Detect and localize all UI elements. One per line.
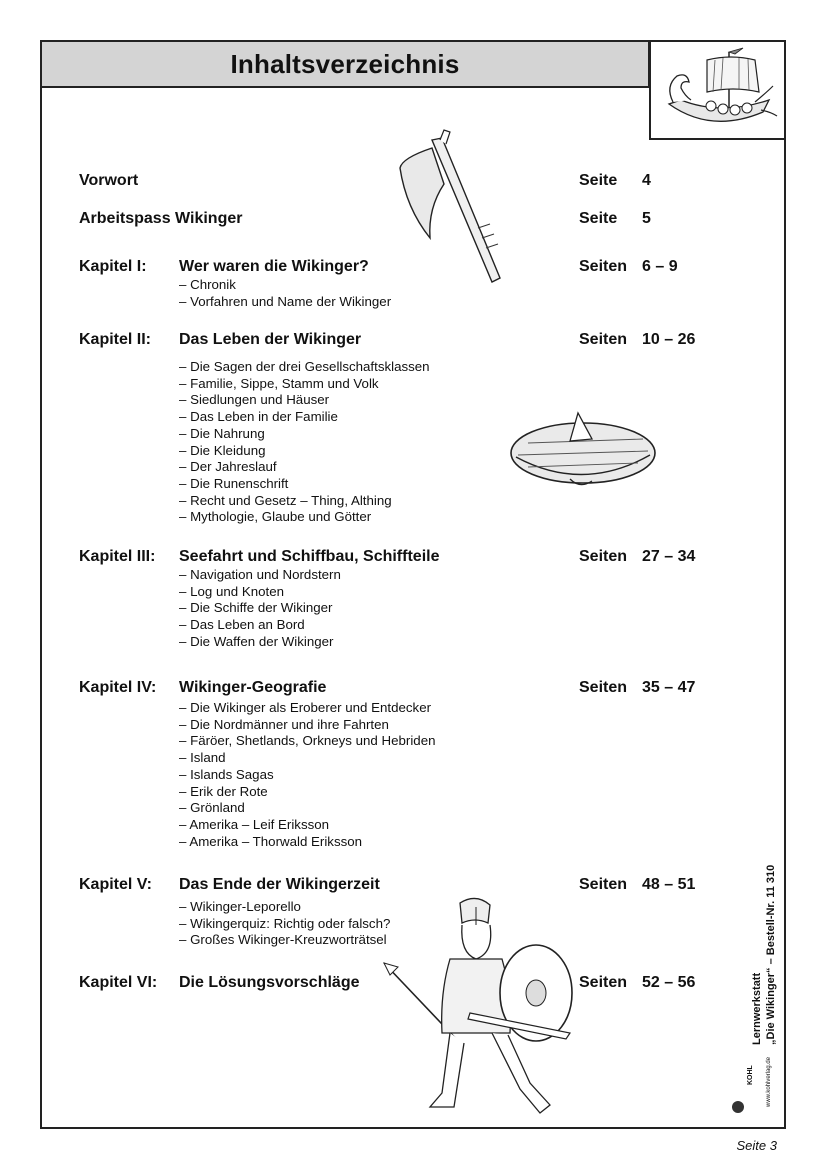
seiten-label: Seiten [579, 548, 628, 565]
list-item: – Färöer, Shetlands, Orkneys und Hebriden [179, 733, 436, 749]
list-item: – Die Schiffe der Wikinger [179, 600, 333, 616]
page-range: 52 – 56 [642, 974, 696, 991]
list-item: – Recht und Gesetz – Thing, Althing [179, 492, 392, 508]
subtopic-list [179, 277, 819, 310]
title-bar [40, 40, 650, 88]
list-item: – Amerika – Thorwald Eriksson [179, 833, 363, 849]
list-item: – Die Wikinger als Eroberer und Entdecker [179, 700, 432, 715]
seiten-label: Seiten [579, 331, 628, 348]
publisher-name: KOHL [747, 1065, 754, 1085]
toc-entry-kapitel-6 [79, 974, 719, 996]
list-item: – Wikinger-Leporello [179, 899, 301, 914]
list-item: – Die Nahrung [179, 425, 265, 441]
list-item: – Siedlungen und Häuser [179, 392, 330, 408]
publisher-url: www.kohlverlag.de [766, 1056, 772, 1107]
chapter-label: Kapitel III: [79, 548, 156, 565]
list-item: – Chronik [179, 277, 236, 292]
list-item: – Großes Wikinger-Kreuzworträtsel [179, 932, 387, 948]
list-item: – Log und Knoten [179, 583, 284, 599]
list-item: – Die Runenschrift [179, 475, 289, 491]
seiten-label: Seiten [579, 876, 628, 893]
page-number: 4 [642, 172, 651, 189]
list-item: – Island [179, 750, 226, 766]
subtopic-list [179, 359, 819, 526]
page-range: 6 – 9 [642, 258, 678, 275]
list-item: – Grönland [179, 800, 245, 816]
page-number-footer: Seite 3 [736, 1138, 777, 1153]
list-item: – Wikingerquiz: Richtig oder falsch? [179, 915, 391, 931]
seite-label: Seite [579, 172, 618, 189]
toc-entry-kapitel-4 [79, 679, 719, 850]
list-item: – Das Leben in der Familie [179, 409, 338, 425]
list-item: – Mythologie, Glaube und Götter [179, 509, 372, 525]
sidebar-series-title: Lernwerkstatt [751, 972, 763, 1045]
chapter-label: Kapitel V: [79, 876, 152, 893]
list-item: – Navigation und Nordstern [179, 567, 341, 582]
seiten-label: Seiten [579, 258, 628, 275]
seiten-label: Seiten [579, 679, 628, 696]
list-item: – Erik der Rote [179, 783, 268, 799]
page-title: Inhaltsverzeichnis [230, 48, 460, 79]
toc-entry-arbeitspass [79, 210, 719, 232]
subtopic-list [179, 567, 819, 651]
subtopic-list [179, 700, 819, 850]
list-item: – Die Nordmänner und ihre Fahrten [179, 716, 389, 732]
list-item: – Die Kleidung [179, 442, 266, 458]
entry-title: Vorwort [79, 172, 139, 189]
entry-title: Arbeitspass Wikinger [79, 210, 243, 227]
chapter-label: Kapitel I: [79, 258, 147, 275]
ship-illustration-box [649, 40, 786, 140]
viking-ship-illustration [651, 42, 784, 138]
page-range: 27 – 34 [642, 548, 696, 565]
chapter-title: Die Lösungsvorschläge [179, 974, 360, 991]
toc-entry-kapitel-2 [79, 331, 719, 526]
publisher-logo-icon [732, 1101, 744, 1113]
toc-entry-kapitel-1 [79, 258, 719, 310]
chapter-title: Das Leben der Wikinger [179, 331, 362, 348]
chapter-title: Wer waren die Wikinger? [179, 258, 369, 275]
page-range: 10 – 26 [642, 331, 696, 348]
page-range: 48 – 51 [642, 876, 696, 893]
seiten-label: Seiten [579, 974, 628, 991]
list-item: – Das Leben an Bord [179, 617, 305, 633]
list-item: – Vorfahren und Name der Wikinger [179, 293, 392, 309]
list-item: – Amerika – Leif Eriksson [179, 816, 330, 832]
list-item: – Die Sagen der drei Gesellschaftsklassen [179, 359, 430, 374]
list-item: – Familie, Sippe, Stamm und Volk [179, 375, 379, 391]
sidebar-order-number: „Die Wikinger“ – Bestell-Nr. 11 310 [765, 864, 777, 1045]
page-number: 5 [642, 210, 651, 227]
chapter-label: Kapitel IV: [79, 679, 157, 696]
chapter-label: Kapitel II: [79, 331, 152, 348]
chapter-label: Kapitel VI: [79, 974, 158, 991]
toc-entry-kapitel-5 [79, 876, 719, 949]
toc-entry-kapitel-3 [79, 548, 719, 651]
page-range: 35 – 47 [642, 679, 696, 696]
chapter-title: Das Ende der Wikingerzeit [179, 876, 380, 893]
toc-entry-vorwort [79, 172, 719, 194]
list-item: – Die Waffen der Wikinger [179, 633, 334, 649]
list-item: – Der Jahreslauf [179, 459, 277, 475]
chapter-title: Seefahrt und Schiffbau, Schiffteile [179, 548, 440, 565]
publisher-sidebar [722, 845, 782, 1115]
list-item: – Islands Sagas [179, 766, 274, 782]
chapter-title: Wikinger-Geografie [179, 679, 327, 696]
seite-label: Seite [579, 210, 618, 227]
